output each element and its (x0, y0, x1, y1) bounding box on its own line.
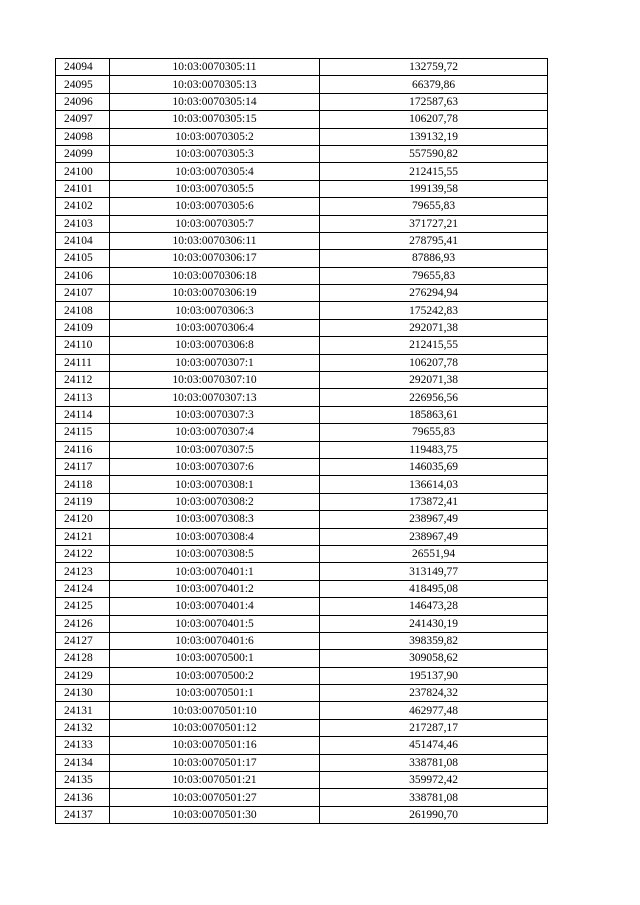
table-row (56, 302, 548, 319)
cadastral-number-cell: 10:03:0070307:10 (110, 372, 320, 389)
table-row (56, 650, 548, 667)
cadastral-number-cell: 10:03:0070307:1 (110, 354, 320, 371)
cadastral-number-cell: 10:03:0070501:30 (110, 806, 320, 823)
table-row (56, 232, 548, 249)
value-cell: 139132,19 (320, 128, 548, 145)
table-row (56, 406, 548, 423)
row-number-cell: 24102 (56, 198, 110, 215)
value-cell: 132759,72 (320, 59, 548, 76)
cadastral-number-cell: 10:03:0070306:4 (110, 319, 320, 336)
row-number-cell: 24124 (56, 580, 110, 597)
value-cell: 146035,69 (320, 458, 548, 475)
value-cell: 26551,94 (320, 545, 548, 562)
value-cell: 79655,83 (320, 198, 548, 215)
row-number-cell: 24128 (56, 650, 110, 667)
cadastral-number-cell: 10:03:0070305:13 (110, 76, 320, 93)
value-cell: 237824,32 (320, 685, 548, 702)
cadastral-number-cell: 10:03:0070500:2 (110, 667, 320, 684)
row-number-cell: 24116 (56, 441, 110, 458)
table-row (56, 215, 548, 232)
cadastral-number-cell: 10:03:0070305:15 (110, 111, 320, 128)
table-row (56, 511, 548, 528)
row-number-cell: 24131 (56, 702, 110, 719)
row-number-cell: 24119 (56, 493, 110, 510)
value-cell: 226956,56 (320, 389, 548, 406)
cadastral-number-cell: 10:03:0070401:5 (110, 615, 320, 632)
row-number-cell: 24113 (56, 389, 110, 406)
value-cell: 313149,77 (320, 563, 548, 580)
cadastral-number-cell: 10:03:0070401:1 (110, 563, 320, 580)
table-row (56, 772, 548, 789)
table-row (56, 198, 548, 215)
value-cell: 261990,70 (320, 806, 548, 823)
row-number-cell: 24129 (56, 667, 110, 684)
row-number-cell: 24096 (56, 93, 110, 110)
table-row (56, 111, 548, 128)
table-row (56, 441, 548, 458)
table-row (56, 615, 548, 632)
row-number-cell: 24099 (56, 145, 110, 162)
cadastral-number-cell: 10:03:0070305:5 (110, 180, 320, 197)
table-row (56, 76, 548, 93)
value-cell: 557590,82 (320, 145, 548, 162)
row-number-cell: 24104 (56, 232, 110, 249)
row-number-cell: 24122 (56, 545, 110, 562)
table-row (56, 337, 548, 354)
value-cell: 106207,78 (320, 111, 548, 128)
cadastral-number-cell: 10:03:0070501:27 (110, 789, 320, 806)
row-number-cell: 24097 (56, 111, 110, 128)
value-cell: 278795,41 (320, 232, 548, 249)
cadastral-number-cell: 10:03:0070306:3 (110, 302, 320, 319)
table-row (56, 476, 548, 493)
row-number-cell: 24118 (56, 476, 110, 493)
cadastral-number-cell: 10:03:0070306:18 (110, 267, 320, 284)
value-cell: 309058,62 (320, 650, 548, 667)
value-cell: 195137,90 (320, 667, 548, 684)
row-number-cell: 24110 (56, 337, 110, 354)
row-number-cell: 24130 (56, 685, 110, 702)
cadastral-number-cell: 10:03:0070501:10 (110, 702, 320, 719)
table-row (56, 702, 548, 719)
table-body (56, 59, 548, 824)
row-number-cell: 24095 (56, 76, 110, 93)
cadastral-number-cell: 10:03:0070307:4 (110, 424, 320, 441)
table-row (56, 250, 548, 267)
cadastral-number-cell: 10:03:0070501:12 (110, 719, 320, 736)
cadastral-number-cell: 10:03:0070305:7 (110, 215, 320, 232)
value-cell: 66379,86 (320, 76, 548, 93)
cadastral-number-cell: 10:03:0070306:11 (110, 232, 320, 249)
value-cell: 212415,55 (320, 163, 548, 180)
value-cell: 217287,17 (320, 719, 548, 736)
cadastral-number-cell: 10:03:0070307:5 (110, 441, 320, 458)
cadastral-number-cell: 10:03:0070305:14 (110, 93, 320, 110)
value-cell: 106207,78 (320, 354, 548, 371)
table-row (56, 145, 548, 162)
value-cell: 172587,63 (320, 93, 548, 110)
value-cell: 451474,46 (320, 737, 548, 754)
table-row (56, 632, 548, 649)
value-cell: 119483,75 (320, 441, 548, 458)
table-row (56, 267, 548, 284)
row-number-cell: 24127 (56, 632, 110, 649)
table-row (56, 59, 548, 76)
table-row (56, 458, 548, 475)
table-row (56, 128, 548, 145)
row-number-cell: 24107 (56, 285, 110, 302)
value-cell: 136614,03 (320, 476, 548, 493)
value-cell: 79655,83 (320, 424, 548, 441)
cadastral-number-cell: 10:03:0070305:6 (110, 198, 320, 215)
value-cell: 199139,58 (320, 180, 548, 197)
table-row (56, 685, 548, 702)
cadastral-number-cell: 10:03:0070308:1 (110, 476, 320, 493)
row-number-cell: 24132 (56, 719, 110, 736)
table-row (56, 580, 548, 597)
cadastral-value-table (55, 58, 548, 824)
row-number-cell: 24111 (56, 354, 110, 371)
row-number-cell: 24105 (56, 250, 110, 267)
cadastral-number-cell: 10:03:0070305:11 (110, 59, 320, 76)
row-number-cell: 24109 (56, 319, 110, 336)
value-cell: 79655,83 (320, 267, 548, 284)
table-row (56, 528, 548, 545)
row-number-cell: 24098 (56, 128, 110, 145)
cadastral-number-cell: 10:03:0070307:3 (110, 406, 320, 423)
cadastral-number-cell: 10:03:0070305:4 (110, 163, 320, 180)
value-cell: 398359,82 (320, 632, 548, 649)
value-cell: 418495,08 (320, 580, 548, 597)
value-cell: 292071,38 (320, 319, 548, 336)
row-number-cell: 24112 (56, 372, 110, 389)
cadastral-number-cell: 10:03:0070308:3 (110, 511, 320, 528)
value-cell: 462977,48 (320, 702, 548, 719)
row-number-cell: 24106 (56, 267, 110, 284)
table-row (56, 719, 548, 736)
row-number-cell: 24114 (56, 406, 110, 423)
row-number-cell: 24125 (56, 598, 110, 615)
table-row (56, 493, 548, 510)
table-row (56, 163, 548, 180)
cadastral-number-cell: 10:03:0070305:2 (110, 128, 320, 145)
cadastral-number-cell: 10:03:0070501:17 (110, 754, 320, 771)
cadastral-number-cell: 10:03:0070308:5 (110, 545, 320, 562)
cadastral-number-cell: 10:03:0070307:13 (110, 389, 320, 406)
value-cell: 276294,94 (320, 285, 548, 302)
table-row (56, 754, 548, 771)
cadastral-number-cell: 10:03:0070306:17 (110, 250, 320, 267)
row-number-cell: 24108 (56, 302, 110, 319)
table-row (56, 737, 548, 754)
value-cell: 87886,93 (320, 250, 548, 267)
value-cell: 359972,42 (320, 772, 548, 789)
table-row (56, 598, 548, 615)
row-number-cell: 24121 (56, 528, 110, 545)
row-number-cell: 24126 (56, 615, 110, 632)
row-number-cell: 24136 (56, 789, 110, 806)
table-row (56, 545, 548, 562)
value-cell: 241430,19 (320, 615, 548, 632)
table-row (56, 354, 548, 371)
cadastral-number-cell: 10:03:0070306:19 (110, 285, 320, 302)
table-row (56, 563, 548, 580)
value-cell: 292071,38 (320, 372, 548, 389)
row-number-cell: 24135 (56, 772, 110, 789)
cadastral-number-cell: 10:03:0070401:2 (110, 580, 320, 597)
cadastral-number-cell: 10:03:0070307:6 (110, 458, 320, 475)
value-cell: 338781,08 (320, 789, 548, 806)
value-cell: 338781,08 (320, 754, 548, 771)
row-number-cell: 24123 (56, 563, 110, 580)
row-number-cell: 24101 (56, 180, 110, 197)
table-row (56, 93, 548, 110)
value-cell: 175242,83 (320, 302, 548, 319)
table-row (56, 806, 548, 823)
row-number-cell: 24137 (56, 806, 110, 823)
row-number-cell: 24120 (56, 511, 110, 528)
table-row (56, 389, 548, 406)
row-number-cell: 24103 (56, 215, 110, 232)
cadastral-number-cell: 10:03:0070308:2 (110, 493, 320, 510)
value-cell: 212415,55 (320, 337, 548, 354)
table-row (56, 372, 548, 389)
table-row (56, 789, 548, 806)
value-cell: 173872,41 (320, 493, 548, 510)
row-number-cell: 24094 (56, 59, 110, 76)
value-cell: 238967,49 (320, 511, 548, 528)
row-number-cell: 24100 (56, 163, 110, 180)
table-row (56, 667, 548, 684)
row-number-cell: 24134 (56, 754, 110, 771)
table-row (56, 319, 548, 336)
cadastral-number-cell: 10:03:0070501:21 (110, 772, 320, 789)
value-cell: 146473,28 (320, 598, 548, 615)
table-row (56, 180, 548, 197)
value-cell: 238967,49 (320, 528, 548, 545)
row-number-cell: 24115 (56, 424, 110, 441)
cadastral-number-cell: 10:03:0070501:1 (110, 685, 320, 702)
cadastral-number-cell: 10:03:0070401:4 (110, 598, 320, 615)
cadastral-number-cell: 10:03:0070500:1 (110, 650, 320, 667)
cadastral-number-cell: 10:03:0070308:4 (110, 528, 320, 545)
cadastral-number-cell: 10:03:0070401:6 (110, 632, 320, 649)
cadastral-number-cell: 10:03:0070306:8 (110, 337, 320, 354)
value-cell: 371727,21 (320, 215, 548, 232)
row-number-cell: 24117 (56, 458, 110, 475)
table-row (56, 285, 548, 302)
cadastral-number-cell: 10:03:0070501:16 (110, 737, 320, 754)
table-row (56, 424, 548, 441)
cadastral-number-cell: 10:03:0070305:3 (110, 145, 320, 162)
value-cell: 185863,61 (320, 406, 548, 423)
row-number-cell: 24133 (56, 737, 110, 754)
